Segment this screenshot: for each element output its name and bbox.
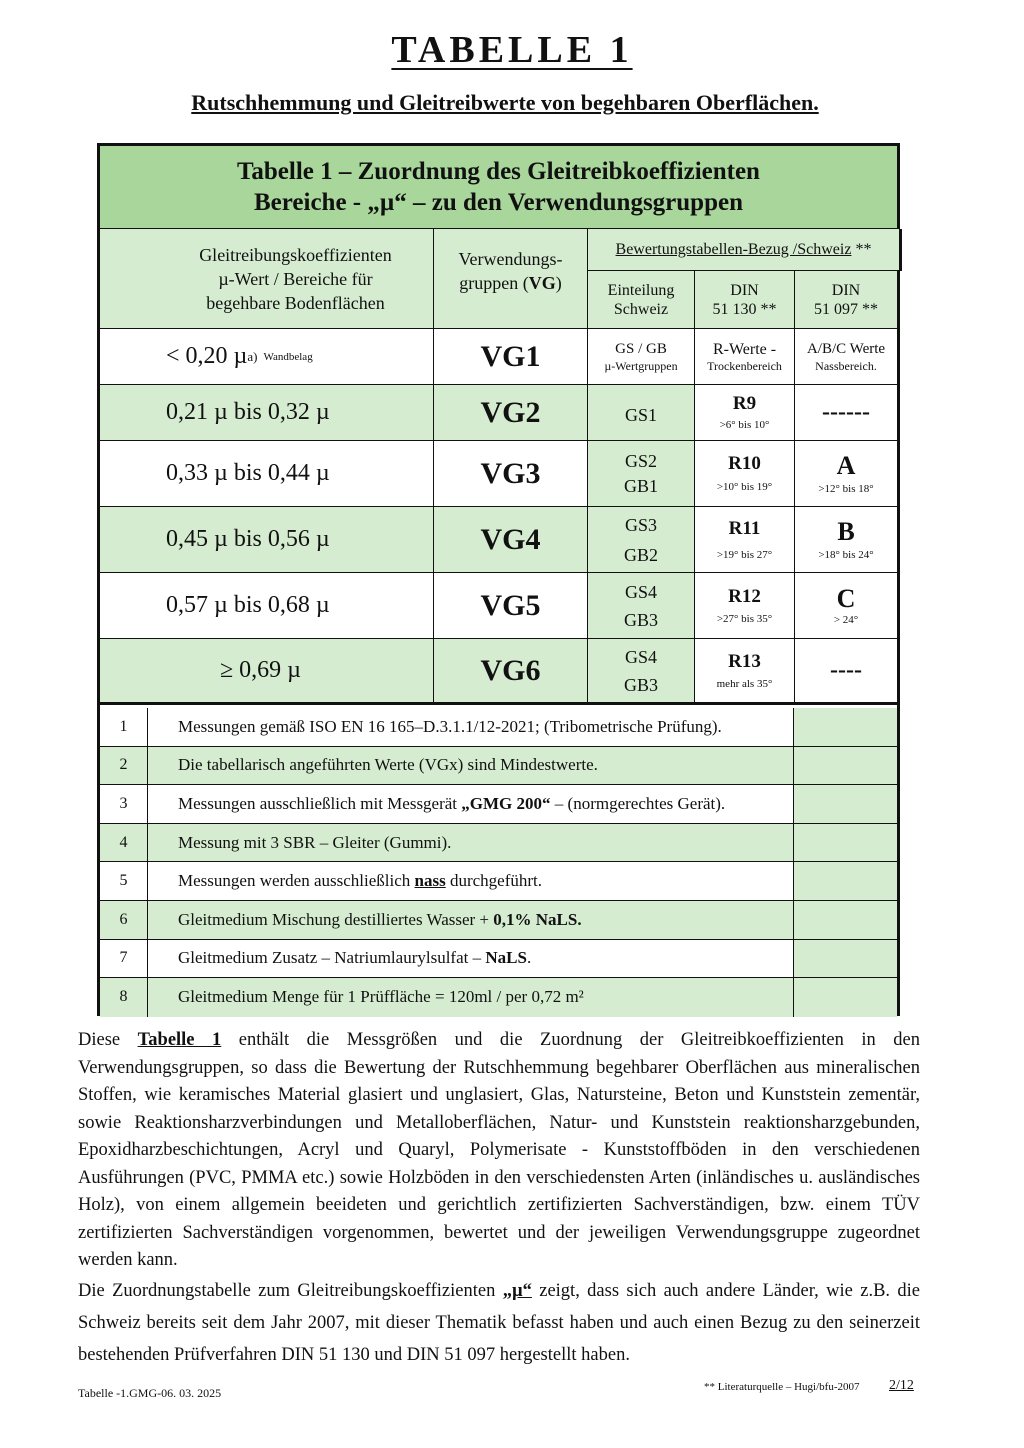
- note-text-part: – (normgerechtes Gerät).: [550, 793, 726, 813]
- note-text-part: Gleitmedium Mischung destilliertes Wasser +: [178, 909, 494, 929]
- header-text: Gleitreibungskoeffizienten: [199, 244, 392, 265]
- table-reference: Tabelle 1: [137, 1030, 222, 1050]
- note-emphasis: nass: [414, 871, 446, 891]
- range-cell: [100, 329, 434, 385]
- swiss-text: GS3: [624, 514, 657, 535]
- note-number: 6: [100, 901, 148, 940]
- angle-range: >27° bis 35°: [716, 612, 773, 625]
- note-text: [148, 940, 794, 979]
- vg-cell: VG3: [434, 441, 588, 507]
- range-cell: 0,33 µ bis 0,44 µ: [100, 441, 434, 507]
- swiss-text: GS4: [624, 581, 657, 602]
- note-text-part: Messungen werden ausschließlich: [178, 871, 415, 891]
- din130-cell: [695, 441, 795, 507]
- note-blank-cell: [794, 901, 897, 940]
- r-value: R12: [728, 585, 761, 607]
- din097-cell: [795, 507, 897, 573]
- r-value: R11: [728, 517, 761, 539]
- note-blank-cell: [794, 708, 897, 747]
- footer-source: ** Literaturquelle – Hugi/bfu-2007: [704, 1381, 860, 1393]
- r-value: R10: [728, 453, 761, 474]
- note-blank-cell: [794, 862, 897, 901]
- din-text: A/B/C Werte: [806, 340, 886, 357]
- din-text: R-Werte -: [712, 340, 777, 358]
- angle-range: >19° bis 27°: [716, 548, 773, 561]
- table-caption: [100, 146, 897, 229]
- din097-cell: ----: [795, 639, 897, 705]
- din097-cell: [795, 573, 897, 639]
- note-text-part: Messungen ausschließlich mit Messgerät: [178, 793, 462, 813]
- footer-doc-id: Tabelle -1.GMG-06. 03. 2025: [78, 1386, 222, 1400]
- note-text: Messung mit 3 SBR – Gleiter (Gummi).: [148, 824, 794, 863]
- swiss-text: GB3: [623, 674, 658, 695]
- note-text: Die tabellarisch angeführten Werte (VGx) sind Mindestwerte.: [148, 747, 794, 786]
- vg-cell: VG5: [434, 573, 588, 639]
- range-cell: 0,45 µ bis 0,56 µ: [100, 507, 434, 573]
- swiss-text: GB2: [623, 544, 658, 565]
- din-text: Trockenbereich: [707, 358, 782, 373]
- header-text: **: [855, 240, 872, 258]
- header-friction-range: [100, 229, 434, 329]
- range-cell: 0,57 µ bis 0,68 µ: [100, 573, 434, 639]
- angle-range: >6° bis 10°: [719, 419, 770, 431]
- paragraph: [78, 1027, 920, 1275]
- text: enthält die Messgrößen und die Zuordnung der Gleitreibkoeffizienten in den Verwendungsgruppen, so dass die Bewertung der Rutschhemmung begehbarer Oberflächen aus mineralischen Stoffen, wie keramisches Material glasiert und unglasiert, Glas, Natursteine, Beton und Kunststein zementär, sowie Reaktionsharzverbindungen und Metalloberflächen, Natur- und Kunststein reaktionsharzgebunden, Epoxidharzbeschichtungen, Acryl und Quaryl, Polymerisate - Kunststoffböden in den verschiedenen Ausführungen (PVC, PMMA etc.) sowie Holzböden in den verschiedensten Arten (inländisches u. ausländisches Holz), von einem allgemein beeideten und gerichtlich zertifizierten Sachverständigen, bzw. einem TÜV zertifizierten Sachverständigen vorgenommen, bewertet und der jeweiligen Verwendungsgruppe zugeordnet werden kann.: [78, 1030, 920, 1270]
- r-value: R9: [732, 393, 757, 414]
- note-blank-cell: [794, 978, 897, 1017]
- swiss-cell: [588, 573, 695, 639]
- note-blank-cell: [794, 940, 897, 979]
- swiss-cell: GS1: [588, 385, 695, 441]
- text: zeigt, dass sich auch andere Länder, wie z.B. die Schweiz bereits seit dem Jahr 2007, mit dieser Thematik befasst haben und auch einen Bezug zu den seinerzeit bestehenden Prüfverfahren DIN 51 130 und DIN 51 097 hergestellt haben.: [78, 1280, 920, 1365]
- din097-cell: ------: [795, 385, 897, 441]
- class-letter: C: [836, 583, 856, 613]
- vg-cell: VG1: [434, 329, 588, 385]
- swiss-text: GB1: [623, 475, 658, 496]
- angle-range: >18° bis 24°: [818, 548, 874, 561]
- friction-table: [97, 143, 900, 1016]
- header-reference: [588, 229, 902, 271]
- header-text: gruppen (: [459, 273, 529, 293]
- range-cell: 0,21 µ bis 0,32 µ: [100, 385, 434, 441]
- swiss-text: µ-Wertgruppen: [604, 358, 678, 373]
- range-cell: ≥ 0,69 µ: [100, 639, 434, 705]
- wall-note: Wandbelag: [263, 350, 313, 363]
- note-text: [148, 862, 794, 901]
- swiss-cell: [588, 639, 695, 705]
- din097-cell: [795, 441, 897, 507]
- caption-line-1: Tabelle 1 – Zuordnung des Gleitreibkoeffizienten: [237, 158, 760, 185]
- angle-range: >12° bis 18°: [818, 482, 874, 495]
- note-number: 1: [100, 708, 148, 747]
- header-text: [459, 271, 561, 295]
- note-text-part: .: [526, 948, 532, 968]
- header-text: Schweiz: [613, 300, 669, 318]
- class-letter: B: [837, 516, 855, 546]
- swiss-text: GS2: [624, 450, 657, 471]
- header-text: 51 097 **: [814, 300, 878, 318]
- note-number: 7: [100, 940, 148, 979]
- din-text: Nassbereich.: [815, 358, 877, 373]
- header-text: Bewertungstabellen-Bezug /Schweiz: [615, 240, 852, 258]
- note-number: 8: [100, 978, 148, 1017]
- din130-cell: [695, 639, 795, 705]
- header-text: ): [555, 273, 562, 293]
- header-din-51130: [695, 271, 795, 329]
- caption-line-2: Bereiche - „µ“ – zu den Verwendungsgruppen: [254, 189, 743, 216]
- swiss-text: GB3: [623, 609, 658, 630]
- class-letter: A: [836, 450, 856, 480]
- header-text: DIN: [730, 281, 759, 299]
- angle-range: mehr als 35°: [716, 677, 773, 690]
- header-text: Einteilung: [607, 281, 675, 299]
- din130-cell: [695, 385, 795, 441]
- note-text-part: Gleitmedium Zusatz – Natriumlaurylsulfat –: [178, 948, 486, 968]
- din130-cell: [695, 573, 795, 639]
- angle-range: > 24°: [833, 613, 859, 626]
- header-din-51097: [795, 271, 897, 329]
- vg-cell: VG2: [434, 385, 588, 441]
- note-text: Messungen gemäß ISO EN 16 165–D.3.1.1/12-2021; (Tribometrische Prüfung).: [148, 708, 794, 747]
- swiss-cell: [588, 507, 695, 573]
- vg-cell: VG4: [434, 507, 588, 573]
- note-number: 4: [100, 824, 148, 863]
- swiss-text: GS / GB: [615, 340, 667, 357]
- r-value: R13: [728, 650, 761, 672]
- text: Diese: [78, 1030, 138, 1050]
- vg-cell: VG6: [434, 639, 588, 705]
- header-text: begehbare Bodenflächen: [206, 292, 385, 313]
- header-text: DIN: [831, 281, 861, 299]
- din130-cell: [695, 329, 795, 385]
- swiss-cell: [588, 441, 695, 507]
- angle-range: >10° bis 19°: [716, 481, 773, 493]
- din097-cell: [795, 329, 897, 385]
- header-usage-group: [434, 229, 588, 329]
- page-number: 2/12: [889, 1378, 914, 1393]
- note-blank-cell: [794, 824, 897, 863]
- paragraph: [78, 1275, 920, 1371]
- swiss-text: GS4: [624, 646, 657, 667]
- note-text: [148, 901, 794, 940]
- header-swiss: [588, 271, 695, 329]
- note-emphasis: NaLS: [485, 948, 527, 968]
- body-text: [78, 1027, 920, 1371]
- header-text: Verwendungs-: [458, 249, 563, 269]
- document-title: TABELLE 1: [391, 29, 633, 71]
- range-text: < 0,20 µ: [166, 343, 248, 369]
- header-text: 51 130 **: [712, 300, 777, 318]
- note-number: 3: [100, 785, 148, 824]
- note-text: Gleitmedium Menge für 1 Prüffläche = 120ml / per 0,72 m²: [148, 978, 794, 1017]
- note-blank-cell: [794, 747, 897, 786]
- note-number: 2: [100, 747, 148, 786]
- footnote-mark: a): [247, 348, 258, 364]
- note-emphasis: „GMG 200“: [461, 793, 551, 813]
- note-blank-cell: [794, 785, 897, 824]
- note-text: [148, 785, 794, 824]
- note-text-part: durchgeführt.: [445, 871, 543, 891]
- note-emphasis: 0,1% NaLS.: [493, 909, 582, 929]
- document-subtitle: Rutschhemmung und Gleitreibwerte von begehbaren Oberflächen.: [191, 90, 819, 115]
- text: Die Zuordnungstabelle zum Gleitreibungskoeffizienten: [78, 1280, 503, 1301]
- note-number: 5: [100, 862, 148, 901]
- din130-cell: [695, 507, 795, 573]
- swiss-cell: [588, 329, 695, 385]
- mu-symbol: „µ“: [502, 1280, 532, 1301]
- header-text: VG: [528, 273, 556, 293]
- header-text: µ-Wert / Bereiche für: [218, 268, 373, 289]
